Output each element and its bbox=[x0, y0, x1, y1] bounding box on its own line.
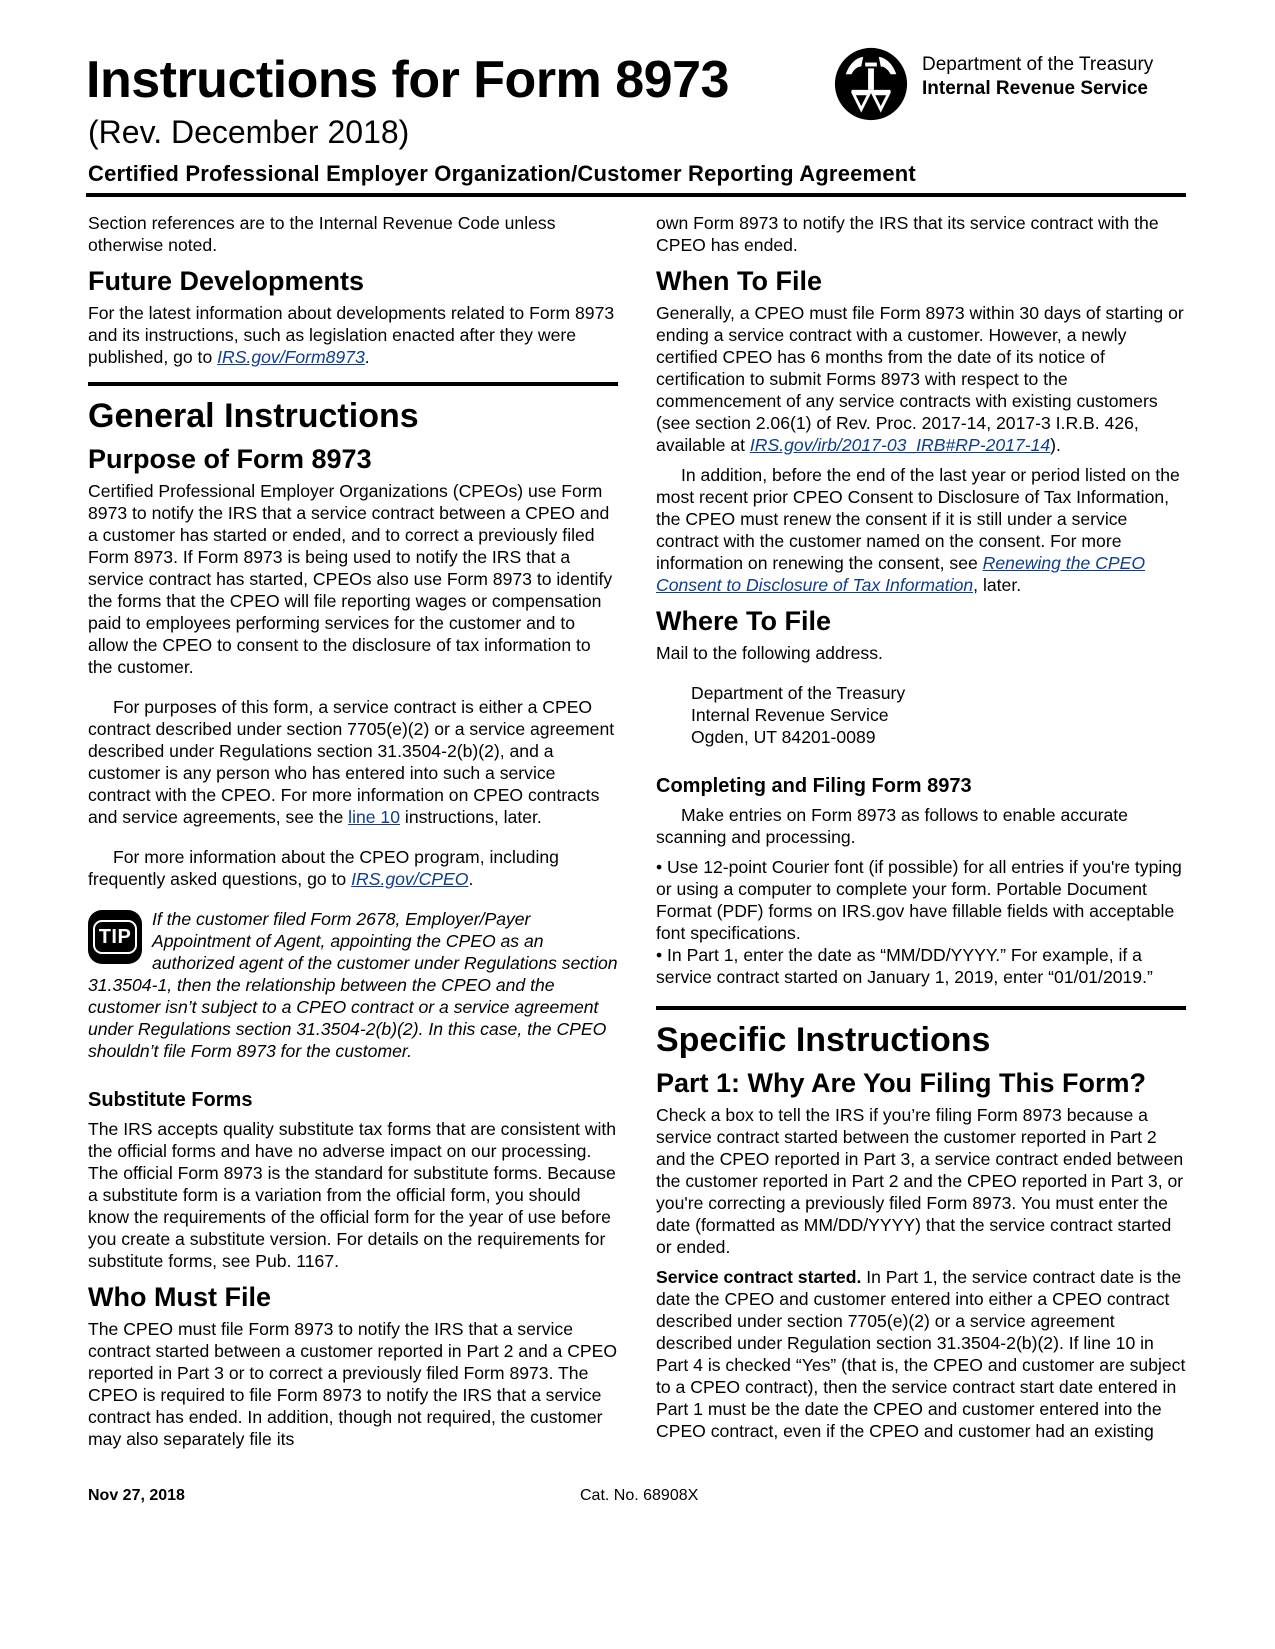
substitute-forms-text: The IRS accepts quality substitute tax forms that are consistent with the official forms and have no adverse impact on our processing. The official Form 8973 is the standard for substitute forms. Because a substitute form is a variation from the official form, you should know the requirements of the official form for the year of use before you create a substitute version. For details on the requirements for substitute forms, see Pub. 1167. bbox=[88, 1119, 617, 1271]
intro-text: Section references are to the Internal Revenue Code unless otherwise noted. bbox=[88, 213, 556, 255]
address-line: Department of the Treasury bbox=[691, 683, 906, 703]
future-developments-text: For the latest information about developments related to Form 8973 and its instructions, such as legislation enacted after they were published, go to IRS.gov/Form8973. bbox=[88, 303, 615, 367]
part1-heading: Part 1: Why Are You Filing This Form? bbox=[656, 1068, 1147, 1098]
cpeo-link[interactable]: IRS.gov/CPEO bbox=[351, 869, 469, 889]
when-to-file-heading: When To File bbox=[656, 266, 822, 296]
when-to-file-paragraph-1: Generally, a CPEO must file Form 8973 within 30 days of starting or ending a service contract with a customer. However, a newly certified CPEO has 6 months from the date of its notice of certification to submit Forms 8973 with respect to the commencement of any service contracts with existing customers (see section 2.06(1) of Rev. Proc. 2017-14, 2017-3 I.R.B. 426, available at IRS.gov/irb/2017-03_IRB#RP-2017-14). bbox=[656, 303, 1184, 455]
agency-line-1: Department of the Treasury bbox=[922, 54, 1154, 75]
service-contract-started-text: Service contract started. In Part 1, the service contract date is the date the CPEO and customer entered into either a CPEO contract described under section 7705(e)(2) or a service agreement described under Regulation section 31.3504-2(b)(2). If line 10 in Part 4 is checked “Yes” (that is, the CPEO and customer are subject to a CPEO contract), then the service contract start date entered in Part 1 must be the date the CPEO and customer entered into the CPEO contract, even if the CPEO and customer had an existing bbox=[656, 1267, 1186, 1441]
irb-link[interactable]: IRS.gov/irb/2017-03_IRB#RP-2017-14 bbox=[749, 435, 1051, 455]
document-subtitle: Certified Professional Employer Organization/Customer Reporting Agreement bbox=[88, 161, 916, 186]
agency-name bbox=[922, 53, 1153, 101]
purpose-paragraph-3: For more information about the CPEO program, including frequently asked questions, go to IRS.gov/CPEO. bbox=[88, 847, 559, 889]
general-instructions-section bbox=[88, 382, 618, 436]
continued-text: own Form 8973 to notify the IRS that its service contract with the CPEO has ended. bbox=[656, 213, 1159, 255]
substitute-forms-heading: Substitute Forms bbox=[88, 1089, 253, 1111]
purpose-paragraph-2: For purposes of this form, a service contract is either a CPEO contract described under section 7705(e)(2) or a service agreement described under Regulations section 31.3504-2(b)(2), and a customer is any person who has entered into such a service contract with the CPEO. For more information on CPEO contracts and service agreements, see the line 10 instructions, later. bbox=[88, 697, 615, 827]
revision-date: (Rev. December 2018) bbox=[88, 114, 410, 150]
who-must-file-heading: Who Must File bbox=[88, 1282, 271, 1312]
bullet-date-format: • In Part 1, enter the date as “MM/DD/YYYY.” For example, if a service contract started on January 1, 2019, enter “01/01/2019.” bbox=[656, 945, 1153, 987]
purpose-paragraph-1: Certified Professional Employer Organizations (CPEOs) use Form 8973 to notify the IRS that a service contract between a CPEO and a customer has started or ended, and to correct a previously filed Form 8973. If Form 8973 is being used to notify the IRS that a service contract has started, CPEOs also use Form 8973 to identify the forms that the CPEO will file reporting wages or compensation paid to employees performing services for the customer and to allow the CPEO to consent to the disclosure of tax information to the customer. bbox=[88, 481, 613, 677]
when-to-file-paragraph-2: In addition, before the end of the last year or period listed on the most recent prior CPEO Consent to Disclosure of Tax Information, the CPEO must renew the consent if it is still under a service contract with the customer named on the consent. For more information on renewing the consent, see Renewing the CPEO Consent to Disclosure of Tax Information, later. bbox=[656, 465, 1180, 595]
line10-link[interactable]: line 10 bbox=[348, 807, 401, 827]
left-column bbox=[88, 212, 618, 1450]
general-instructions-heading: General Instructions bbox=[88, 397, 419, 435]
form8973-link[interactable]: IRS.gov/Form8973 bbox=[217, 347, 365, 367]
header-rule bbox=[86, 193, 1186, 197]
bullet-courier-font: • Use 12-point Courier font (if possible) for all entries if you're typing or using a computer to complete your form. Portable Document Format (PDF) forms on IRS.gov have fillable fields with acceptable font specifications. bbox=[656, 857, 1182, 943]
purpose-heading: Purpose of Form 8973 bbox=[88, 444, 372, 474]
where-to-file-heading: Where To File bbox=[656, 606, 832, 636]
specific-instructions-section bbox=[656, 1006, 1186, 1060]
document-title: Instructions for Form 8973 bbox=[86, 51, 729, 109]
irs-eagle-logo-icon bbox=[832, 45, 910, 123]
who-must-file-text: The CPEO must file Form 8973 to notify the IRS that a service contract started between a customer reported in Part 2 and a CPEO reported in Part 3 or to correct a previously filed Form 8973. The CPEO is required to file Form 8973 to notify the IRS that a service contract has ended. In addition, though not required, the customer may also separately file its bbox=[88, 1319, 618, 1449]
part1-text: Check a box to tell the IRS if you’re filing Form 8973 because a service contract started between the customer reported in Part 2 and the CPEO reported in Part 3, a service contract ended between the customer reported in Part 2 and the CPEO reported in Part 3, or you're correcting a previously filed Form 8973. You must enter the date (formatted as MM/DD/YYYY) that the service contract started or ended. bbox=[656, 1105, 1184, 1257]
where-to-file-text: Mail to the following address. bbox=[656, 643, 883, 663]
right-column bbox=[656, 212, 1186, 1442]
tip-box bbox=[88, 908, 618, 1062]
renewing-consent-link[interactable]: Renewing the CPEO Consent to Disclosure of Tax Information bbox=[656, 553, 1146, 595]
tip-text: If the customer filed Form 2678, Employer/Payer Appointment of Agent, appointing the CPEO as an authorized agent of the customer under Regulations section 31.3504-1, then the relationship between the CPEO and the customer isn’t subject to a CPEO contract or a service agreement under Regulations section 31.3504-2(b)(2). In this case, the CPEO shouldn’t file Form 8973 for the customer. bbox=[88, 909, 618, 1061]
address-line: Ogden, UT 84201-0089 bbox=[691, 727, 876, 747]
agency-line-2: Internal Revenue Service bbox=[922, 78, 1148, 99]
address-line: Internal Revenue Service bbox=[691, 705, 889, 725]
specific-instructions-heading: Specific Instructions bbox=[656, 1021, 991, 1059]
mailing-address bbox=[691, 682, 1186, 748]
footer-date: Nov 27, 2018 bbox=[88, 1487, 185, 1504]
future-developments-heading: Future Developments bbox=[88, 266, 365, 296]
completing-filing-text: Make entries on Form 8973 as follows to enable accurate scanning and processing. bbox=[656, 805, 1128, 847]
completing-filing-heading: Completing and Filing Form 8973 bbox=[656, 775, 972, 797]
catalog-number: Cat. No. 68908X bbox=[580, 1487, 699, 1504]
tip-icon: TIP bbox=[88, 910, 142, 964]
